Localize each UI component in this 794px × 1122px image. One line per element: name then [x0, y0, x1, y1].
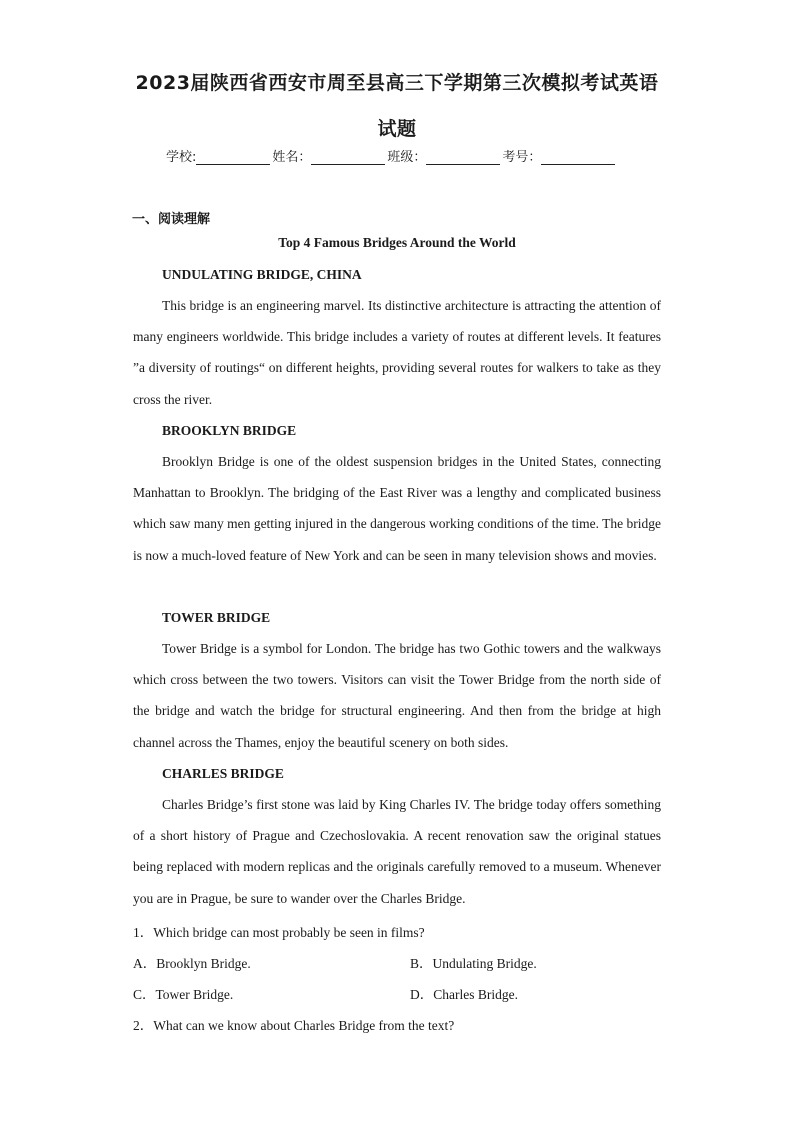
name-label: 姓名：: [272, 150, 312, 165]
question-1-option-a[interactable]: A．Brooklyn Bridge.: [133, 956, 251, 971]
school-blank: [196, 152, 270, 165]
bridge-heading-undulating: UNDULATING BRIDGE, CHINA: [162, 267, 362, 282]
document-title-line1: 2023届陕西省西安市周至县高三下学期第三次模拟考试英语: [135, 72, 659, 94]
question-1-option-c[interactable]: C．Tower Bridge.: [133, 987, 234, 1002]
bridge-paragraph-tower: Tower Bridge is a symbol for London. The bridge has two Gothic towers and the walkways which cross between the two towers. Visitors can visit the Tower Bridge from the north side of the bridge and watch the bridge for structural engineering. And then from the bridge at high channel across the Thames, enjoy the beautiful scenery on both sides.: [133, 641, 661, 750]
question-1-option-b[interactable]: B．Undulating Bridge.: [410, 956, 537, 971]
section-title: 一、阅读理解: [132, 212, 211, 227]
passage-title: Top 4 Famous Bridges Around the World: [278, 235, 516, 250]
exam-number-blank: [541, 152, 615, 165]
question-1-stem: 1．Which bridge can most probably be seen in films?: [133, 925, 425, 940]
bridge-paragraph-charles: Charles Bridge’s first stone was laid by King Charles IV. The bridge today offers something of a short history of Prague and Czechoslovakia. A recent renovation saw the original statues being replaced with modern replicas and the originals carefully removed to a museum. Whenever you are in Prague, be sure to wander over the Charles Bridge.: [133, 797, 661, 906]
class-blank: [426, 152, 500, 165]
bridge-heading-charles: CHARLES BRIDGE: [162, 766, 284, 781]
bridge-paragraph-undulating: This bridge is an engineering marvel. Its distinctive architecture is attracting the attention of many engineers worldwide. This bridge includes a variety of routes at different levels. It features ”a diversity of routings“ on different heights, providing several routes for walkers to take as they cross the river.: [133, 298, 661, 407]
bridge-paragraph-brooklyn: Brooklyn Bridge is one of the oldest suspension bridges in the United States, connecting Manhattan to Brooklyn. The bridging of the East River was a lengthy and complicated business which saw many men getting injured in the dangerous working conditions of the time. The bridge is now a much-loved feature of New York and can be seen in many television shows and movies.: [133, 454, 661, 563]
class-label: 班级：: [387, 150, 427, 165]
question-2-stem: 2．What can we know about Charles Bridge from the text?: [133, 1018, 455, 1033]
exam-number-label: 考号：: [502, 150, 542, 165]
question-1-option-d[interactable]: D．Charles Bridge.: [410, 987, 518, 1002]
name-blank: [311, 152, 385, 165]
student-info-row: [166, 146, 617, 165]
bridge-heading-tower: TOWER BRIDGE: [162, 610, 271, 625]
document-title-line2: 试题: [377, 118, 417, 140]
bridge-heading-brooklyn: BROOKLYN BRIDGE: [162, 423, 297, 438]
school-label: 学校:: [166, 150, 197, 165]
